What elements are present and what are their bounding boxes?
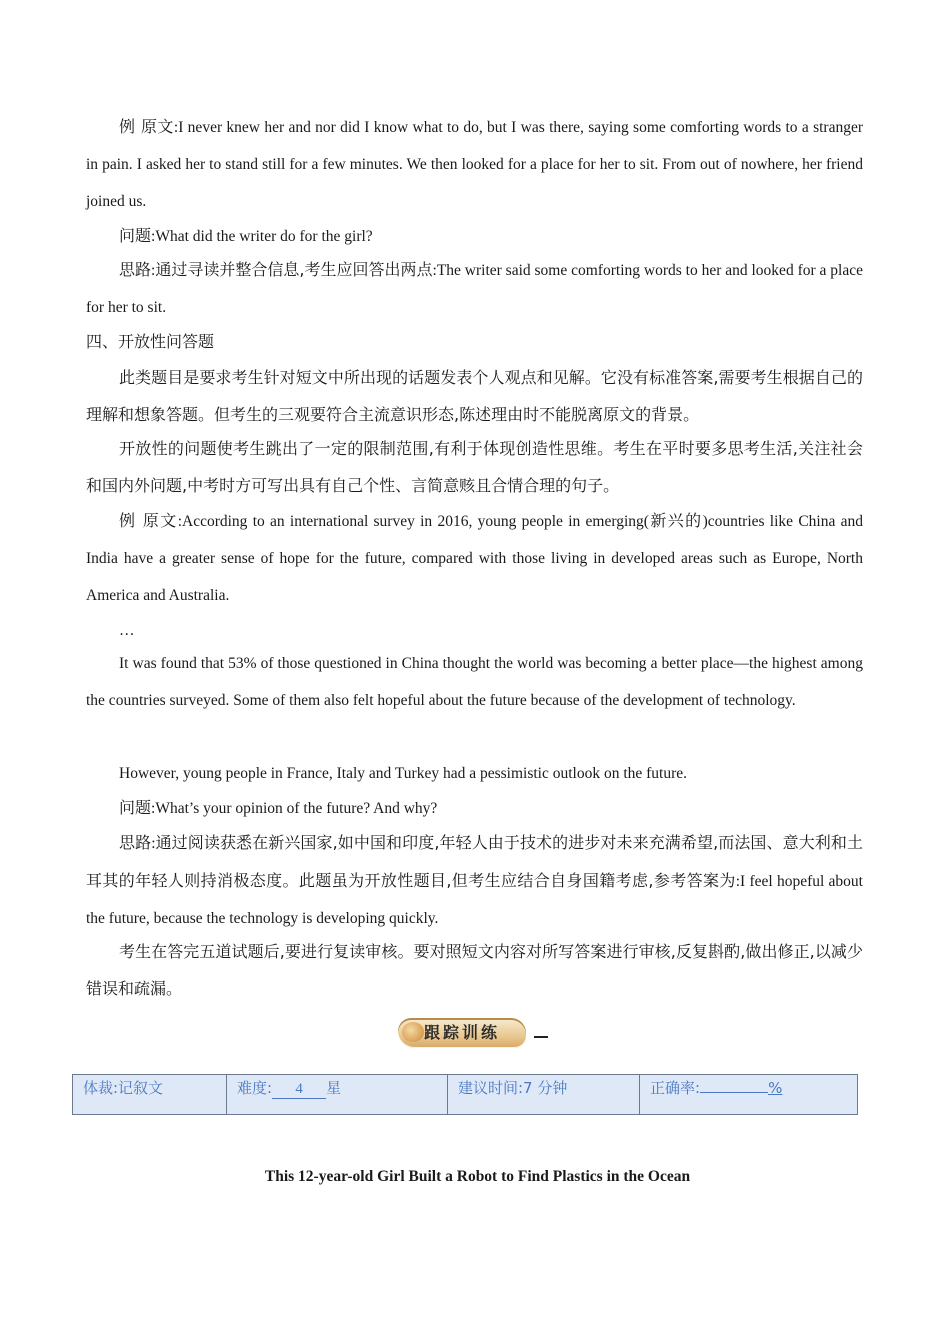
genre-cell	[73, 1075, 227, 1115]
time-text: 建议时间:7 分钟	[458, 1079, 568, 1097]
example1-thinking-label: 思路	[119, 260, 152, 279]
example2-ellipsis: …	[119, 622, 135, 639]
difficulty-value: 4	[272, 1081, 326, 1099]
example2-question-text: What’s your opinion of the future? And why?	[155, 800, 438, 817]
example1-question: 问题:What did the writer do for the girl?	[119, 226, 373, 245]
example1-thinking-cn: 通过寻读并整合信息,考生应回答出两点	[155, 260, 433, 279]
tracking-training-label: 跟踪训练	[424, 1023, 501, 1042]
tracking-training-badge	[396, 1012, 556, 1052]
section4-paragraph-2: 开放性的问题使考生跳出了一定的限制范围,有利于体现创造性思维。考生在平时要多思考生活,关注社会和国内外问题,中考时方可写出具有自己个性、言简意赅且合情合理的句子。	[86, 439, 863, 495]
accuracy-unit: %	[768, 1079, 783, 1097]
difficulty-label: 难度:	[237, 1079, 273, 1097]
exercise-info-table	[72, 1074, 858, 1115]
badge-dash	[534, 1036, 548, 1038]
example2-thinking-en: I feel hopeful about the future, because the technology is developing quickly.	[86, 873, 863, 927]
article-title: This 12-year-old Girl Built a Robot to Find Plastics in the Ocean	[264, 1168, 691, 1185]
example2-thinking-cn: 通过阅读获悉在新兴国家,如中国和印度,年轻人由于技术的进步对未来充满希望,而法国、意大利和土耳其的年轻人则持消极态度。此题虽为开放性题目,但考生应结合自身国籍考虑,参考答案为	[86, 833, 863, 890]
time-cell	[448, 1075, 640, 1115]
section4-paragraph-1: 此类题目是要求考生针对短文中所出现的话题发表个人观点和见解。它没有标准答案,需要考生根据自己的理解和想象答题。但考生的三观要符合主流意识形态,陈述理由时不能脱离原文的背景。	[86, 368, 863, 424]
example1-original-text: I never knew her and nor did I know what to do, but I was there, saying some comforting words to a stranger in pain. I asked her to stand still for a few minutes. We then looked for a place for her to sit. From out of nowhere, her friend joined us.	[86, 119, 863, 210]
example2-paragraph-3: However, young people in France, Italy and Turkey had a pessimistic outlook on the future.	[119, 765, 688, 782]
example1-thinking-en: The writer said some comforting words to her and looked for a place for her to sit.	[86, 262, 863, 316]
section4-heading: 四、开放性问答题	[86, 332, 215, 351]
example2-paragraph-2: It was found that 53% of those questioned in China thought the world was becoming a better place—the highest among the countries surveyed. Some of them also felt hopeful about the future because of the development of technology.	[86, 655, 863, 709]
example1-question-text: What did the writer do for the girl?	[155, 228, 373, 245]
example2-question-label: 问题	[119, 798, 152, 817]
difficulty-cell	[227, 1075, 448, 1115]
difficulty-unit: 星	[326, 1079, 342, 1097]
example2-question: 问题:What’s your opinion of the future? And why?	[119, 798, 438, 817]
example2-original: 例 原文:According to an international survey in 2016, young people in emerging(新兴的)countries like China and India have a greater sense of hope for the future, compared with those living in developed areas such as Europe, North America and Australia.	[86, 511, 864, 604]
example2-text-a-cn: 新兴的	[648, 511, 703, 530]
example1-thinking: 思路:通过寻读并整合信息,考生应回答出两点:The writer said some comforting words to her and looked for a place for her to sit.	[86, 260, 863, 316]
accuracy-label: 正确率:	[650, 1079, 701, 1097]
example2-text-b: )countries like China and India have a greater sense of hope for the future, compared with those living in developed areas such as Europe, North America and Australia.	[86, 513, 864, 604]
example1-question-label: 问题	[119, 226, 152, 245]
example1-original: 例 原文:I never knew her and nor did I know what to do, but I was there, saying some comforting words to a stranger in pain. I asked her to stand still for a few minutes. We then looked for a place for her to sit. From out of nowhere, her friend joined us.	[86, 117, 863, 210]
example2-thinking: 思路:通过阅读获悉在新兴国家,如中国和印度,年轻人由于技术的进步对未来充满希望,而法国、意大利和土耳其的年轻人则持消极态度。此题虽为开放性题目,但考生应结合自身国籍考虑,参考答案为:I feel hopeful about the future, because the technology is developing quickly.	[86, 833, 863, 927]
accuracy-cell	[640, 1075, 858, 1115]
accuracy-blank[interactable]	[700, 1092, 768, 1093]
genre-text: 体裁:记叙文	[83, 1079, 164, 1097]
closing-paragraph: 考生在答完五道试题后,要进行复读审核。要对照短文内容对所写答案进行审核,反复斟酌,做出修正,以减少错误和疏漏。	[86, 942, 863, 998]
example2-thinking-label: 思路	[119, 833, 152, 852]
example1-original-label: 例 原文	[119, 117, 174, 136]
example2-original-label: 例 原文	[119, 511, 178, 530]
example2-text-a: According to an international survey in 2016, young people in emerging(	[182, 513, 649, 530]
